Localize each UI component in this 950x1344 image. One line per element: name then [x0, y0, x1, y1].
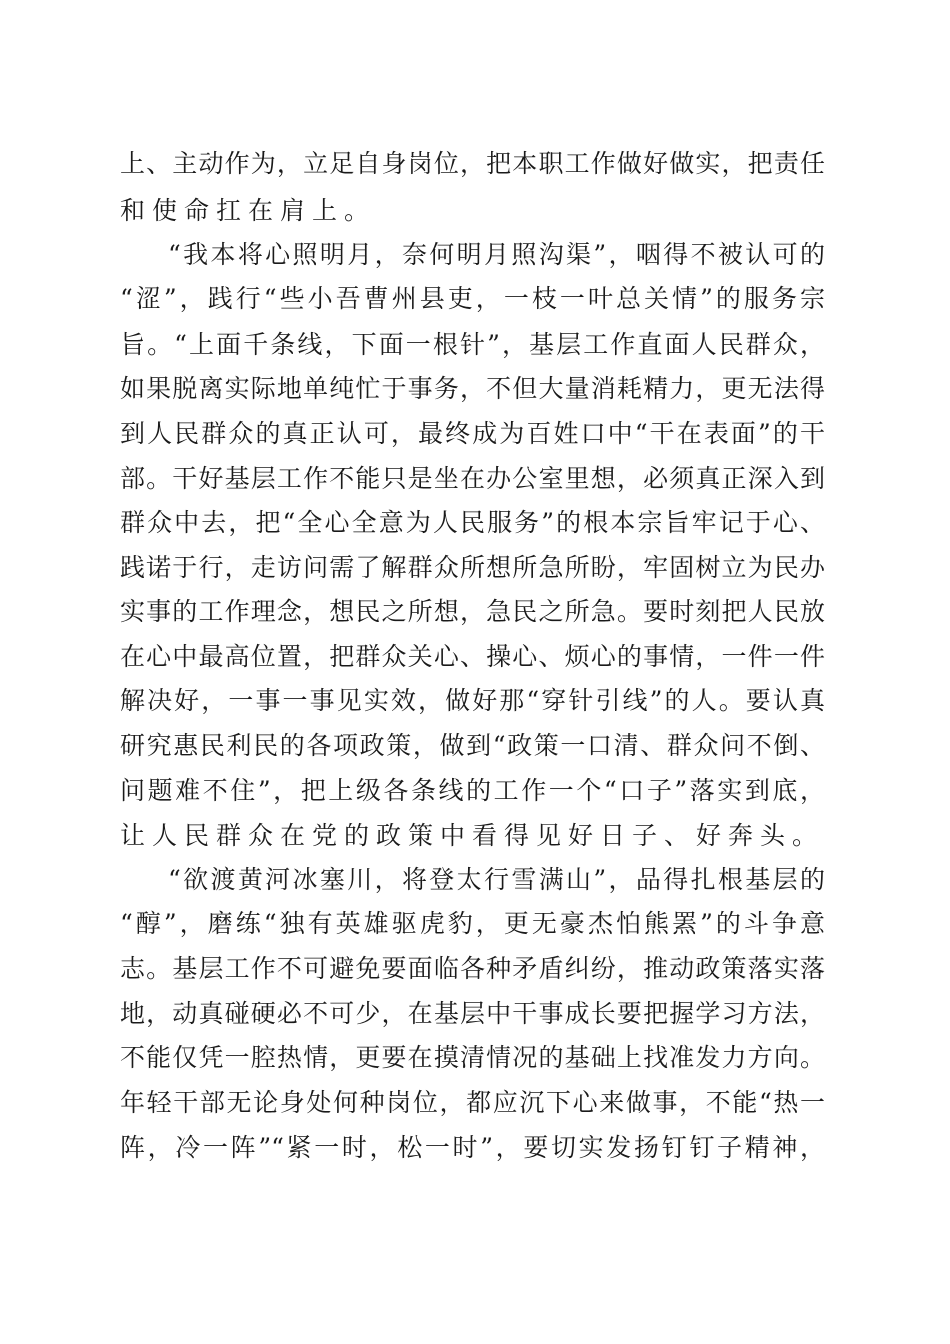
text-line: 实事的工作理念，想民之所想，急民之所急。要时刻把人民放 — [120, 597, 825, 626]
text-line: 在心中最高位置，把群众关心、操心、烦心的事情，一件一件 — [120, 642, 825, 671]
text-line: 年轻干部无论身处何种岗位，都应沉下心来做事，不能“热一 — [120, 1088, 825, 1117]
text-line: “醇”，磨练“独有英雄驱虎豹，更无豪杰怕熊罴”的斗争意 — [120, 909, 825, 938]
text-line: “欲渡黄河冰塞川，将登太行雪满山”，品得扎根基层的 — [168, 865, 825, 894]
text-line: “涩”，践行“些小吾曹州县吏，一枝一叶总关情”的服务宗 — [120, 284, 825, 313]
text-line: 阵，冷一阵”“紧一时，松一时”，要切实发扬钉钉子精神， — [120, 1133, 825, 1162]
text-line: 上、主动作为，立足自身岗位，把本职工作做好做实，把责任 — [120, 149, 825, 178]
text-line: 让人民群众在党的政策中看得见好日子、好奔头。 — [120, 821, 825, 850]
text-line: 地，动真碰硬必不可少，在基层中干事成长要把握学习方法， — [120, 999, 825, 1028]
text-line: 不能仅凭一腔热情，更要在摸清情况的基础上找准发力方向。 — [120, 1043, 825, 1072]
text-line: 解决好，一事一事见实效，做好那“穿针引线”的人。要认真 — [120, 686, 825, 715]
text-line: 群众中去，把“全心全意为人民服务”的根本宗旨牢记于心、 — [120, 508, 825, 537]
text-line: “我本将心照明月，奈何明月照沟渠”，咽得不被认可的 — [168, 240, 825, 269]
text-line: 践诺于行，走访问需了解群众所想所急所盼，牢固树立为民办 — [120, 553, 825, 582]
text-line: 如果脱离实际地单纯忙于事务，不但大量消耗精力，更无法得 — [120, 374, 825, 403]
text-line: 研究惠民利民的各项政策，做到“政策一口清、群众问不倒、 — [120, 731, 825, 760]
text-line: 志。基层工作不可避免要面临各种矛盾纠纷，推动政策落实落 — [120, 954, 825, 983]
text-line: 到人民群众的真正认可，最终成为百姓口中“干在表面”的干 — [120, 419, 825, 448]
text-line: 旨。“上面千条线，下面一根针”，基层工作直面人民群众， — [120, 330, 825, 359]
text-line: 部。干好基层工作不能只是坐在办公室里想，必须真正深入到 — [120, 464, 825, 493]
text-line: 问题难不住”，把上级各条线的工作一个“口子”落实到底， — [120, 776, 825, 805]
text-line: 和使命扛在肩上。 — [120, 196, 377, 225]
